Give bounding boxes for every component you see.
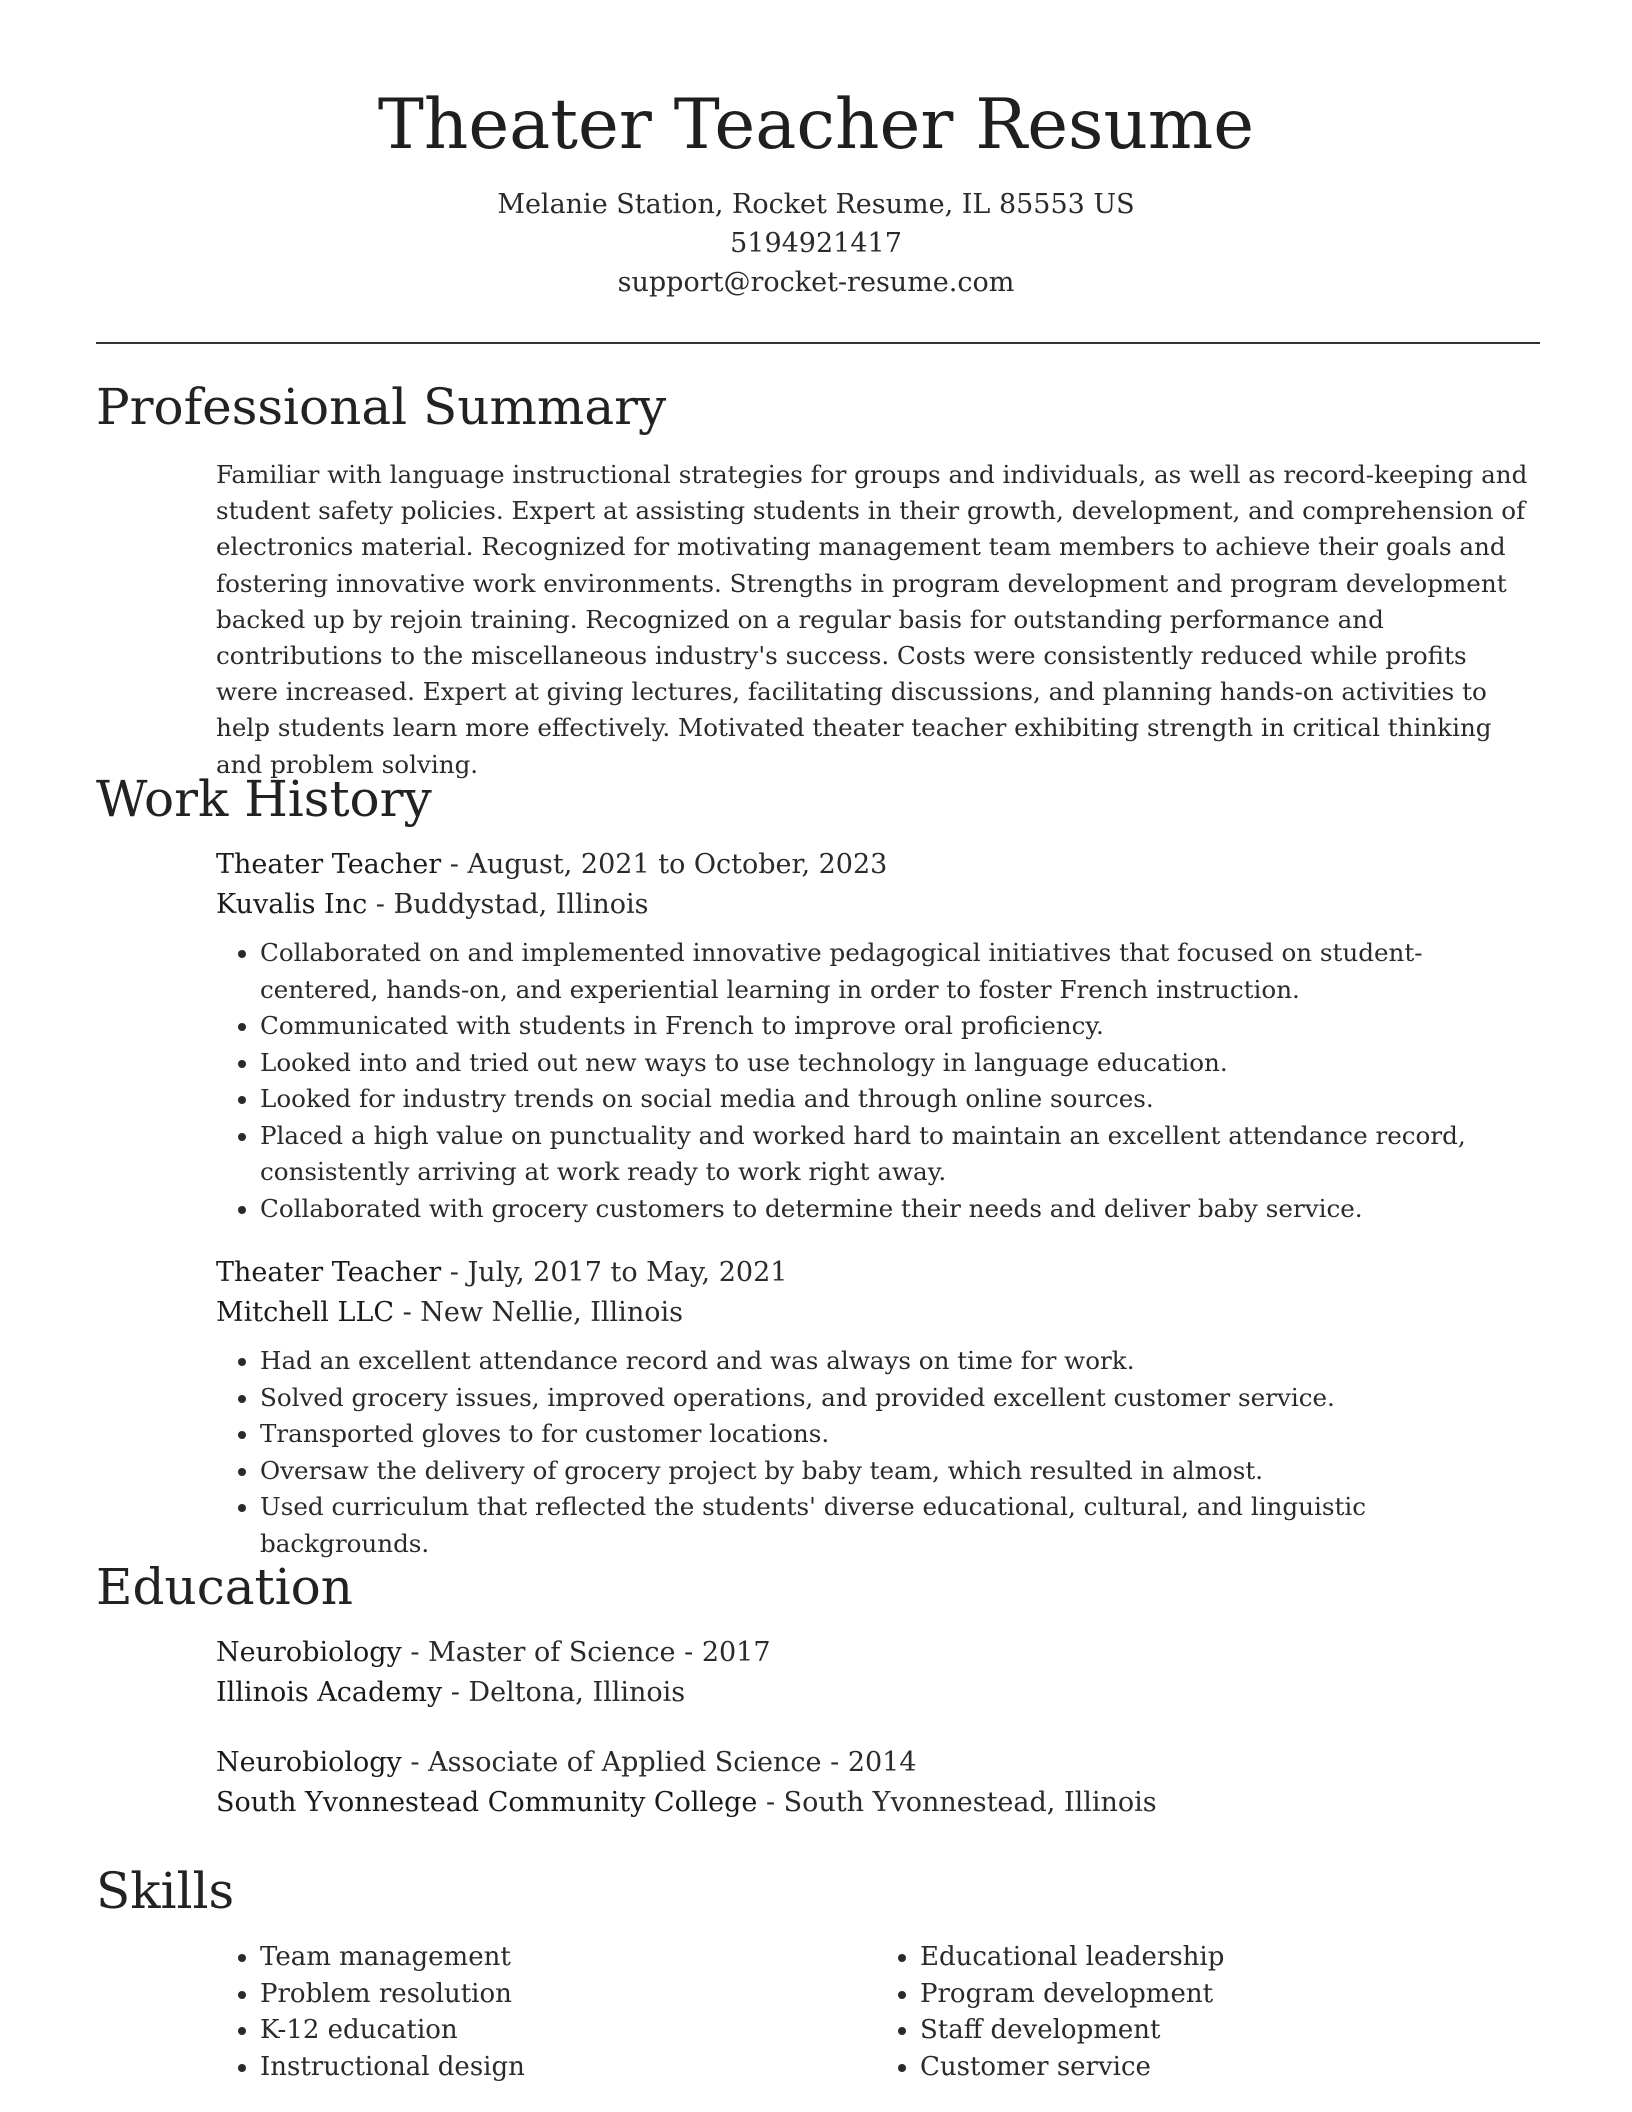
job-title-line (216, 845, 1536, 885)
job-title-line (216, 1253, 1536, 1293)
list-item: • Had an excellent attendance record and was always on time for work. (260, 1343, 1536, 1380)
list-item: • Oversaw the delivery of grocery project by baby team, which resulted in almost. (260, 1453, 1536, 1490)
contact-block (0, 185, 1632, 302)
degree-field: Neurobiology (216, 1747, 402, 1778)
job-entry (216, 1253, 1536, 1562)
education-entry (216, 1633, 1536, 1713)
work-history-section (96, 772, 1540, 1562)
contact-phone: 5194921417 (730, 228, 902, 260)
list-item: • Staff development (920, 2012, 1536, 2049)
resume-header (0, 0, 1632, 302)
list-item: • K-12 education (260, 2012, 876, 2049)
school-location: - Deltona, Illinois (450, 1677, 686, 1708)
list-item: • Communicated with students in French to improve oral proficiency. (260, 1008, 1536, 1045)
skills-heading: Skills (96, 1862, 235, 1920)
job-company: Kuvalis Inc (216, 889, 368, 920)
summary-section (96, 380, 1540, 783)
list-item: • Solved grocery issues, improved operations, and provided excellent customer service. (260, 1380, 1536, 1417)
job-duties-list (216, 935, 1536, 1227)
education-entry (216, 1743, 1536, 1823)
skills-grid (216, 1939, 1536, 2085)
job-dates: - July, 2017 to May, 2021 (449, 1257, 788, 1288)
job-location: - New Nellie, Illinois (402, 1297, 683, 1328)
skills-list-right (876, 1939, 1536, 2085)
work-history-heading: Work History (96, 770, 432, 828)
skills-section (96, 1864, 1540, 2085)
summary-text: Familiar with language instructional strategies for groups and individuals, as well as record-keeping and student safety policies. Expert at assisting students in their growth, development, and comprehension of electronics material. Recognized for motivating management team members to achieve their goals and fostering innovative work environments. Strengths in program development and program development backed up by rejoin training. Recognized on a regular basis for outstanding performance and contributions to the miscellaneous industry's success. Costs were consistently reduced while profits were increased. Expert at giving lectures, facilitating discussions, and planning hands-on activities to help students learn more effectively. Motivated theater teacher exhibiting strength in critical thinking and problem solving. (216, 460, 1528, 779)
degree-field: Neurobiology (216, 1637, 402, 1668)
job-dates: - August, 2021 to October, 2023 (449, 849, 888, 880)
list-item: • Looked into and tried out new ways to use technology in language education. (260, 1045, 1536, 1082)
education-heading: Education (96, 1558, 353, 1616)
list-item: • Looked for industry trends on social media and through online sources. (260, 1081, 1536, 1118)
list-item: • Problem resolution (260, 1976, 876, 2013)
contact-address: Melanie Station, Rocket Resume, IL 85553 US (497, 189, 1135, 221)
header-divider (96, 342, 1540, 344)
list-item: • Placed a high value on punctuality and worked hard to maintain an excellent attendance record, consistently arriving at work ready to work right away. (260, 1118, 1536, 1191)
school-line (216, 1673, 1536, 1713)
job-location: - Buddystad, Illinois (375, 889, 649, 920)
list-item: • Collaborated with grocery customers to determine their needs and deliver baby service. (260, 1191, 1536, 1228)
degree-name: - Master of Science - 2017 (410, 1637, 771, 1668)
summary-heading: Professional Summary (96, 378, 667, 436)
degree-line (216, 1743, 1536, 1783)
resume-title: Theater Teacher Resume (377, 85, 1255, 165)
job-company: Mitchell LLC (216, 1297, 394, 1328)
list-item: • Team management (260, 1939, 876, 1976)
job-entry (216, 845, 1536, 1227)
school-name: South Yvonnestead Community College (216, 1787, 758, 1818)
degree-line (216, 1633, 1536, 1673)
list-item: • Instructional design (260, 2049, 876, 2086)
list-item: • Customer service (920, 2049, 1536, 2086)
school-name: Illinois Academy (216, 1677, 443, 1708)
job-company-line (216, 1293, 1536, 1333)
list-item: • Collaborated on and implemented innovative pedagogical initiatives that focused on student-centered, hands-on, and experiential learning in order to foster French instruction. (260, 935, 1536, 1008)
job-title: Theater Teacher (216, 849, 442, 880)
school-location: - South Yvonnestead, Illinois (765, 1787, 1157, 1818)
job-title: Theater Teacher (216, 1257, 442, 1288)
job-duties-list (216, 1343, 1536, 1562)
degree-name: - Associate of Applied Science - 2014 (410, 1747, 917, 1778)
education-section (96, 1560, 1540, 1823)
job-company-line (216, 885, 1536, 925)
contact-email: support@rocket-resume.com (617, 267, 1015, 299)
skills-list-left (216, 1939, 876, 2085)
list-item: • Used curriculum that reflected the students' diverse educational, cultural, and linguistic backgrounds. (260, 1489, 1536, 1562)
list-item: • Program development (920, 1976, 1536, 2013)
school-line (216, 1783, 1536, 1823)
list-item: • Educational leadership (920, 1939, 1536, 1976)
list-item: • Transported gloves to for customer locations. (260, 1416, 1536, 1453)
